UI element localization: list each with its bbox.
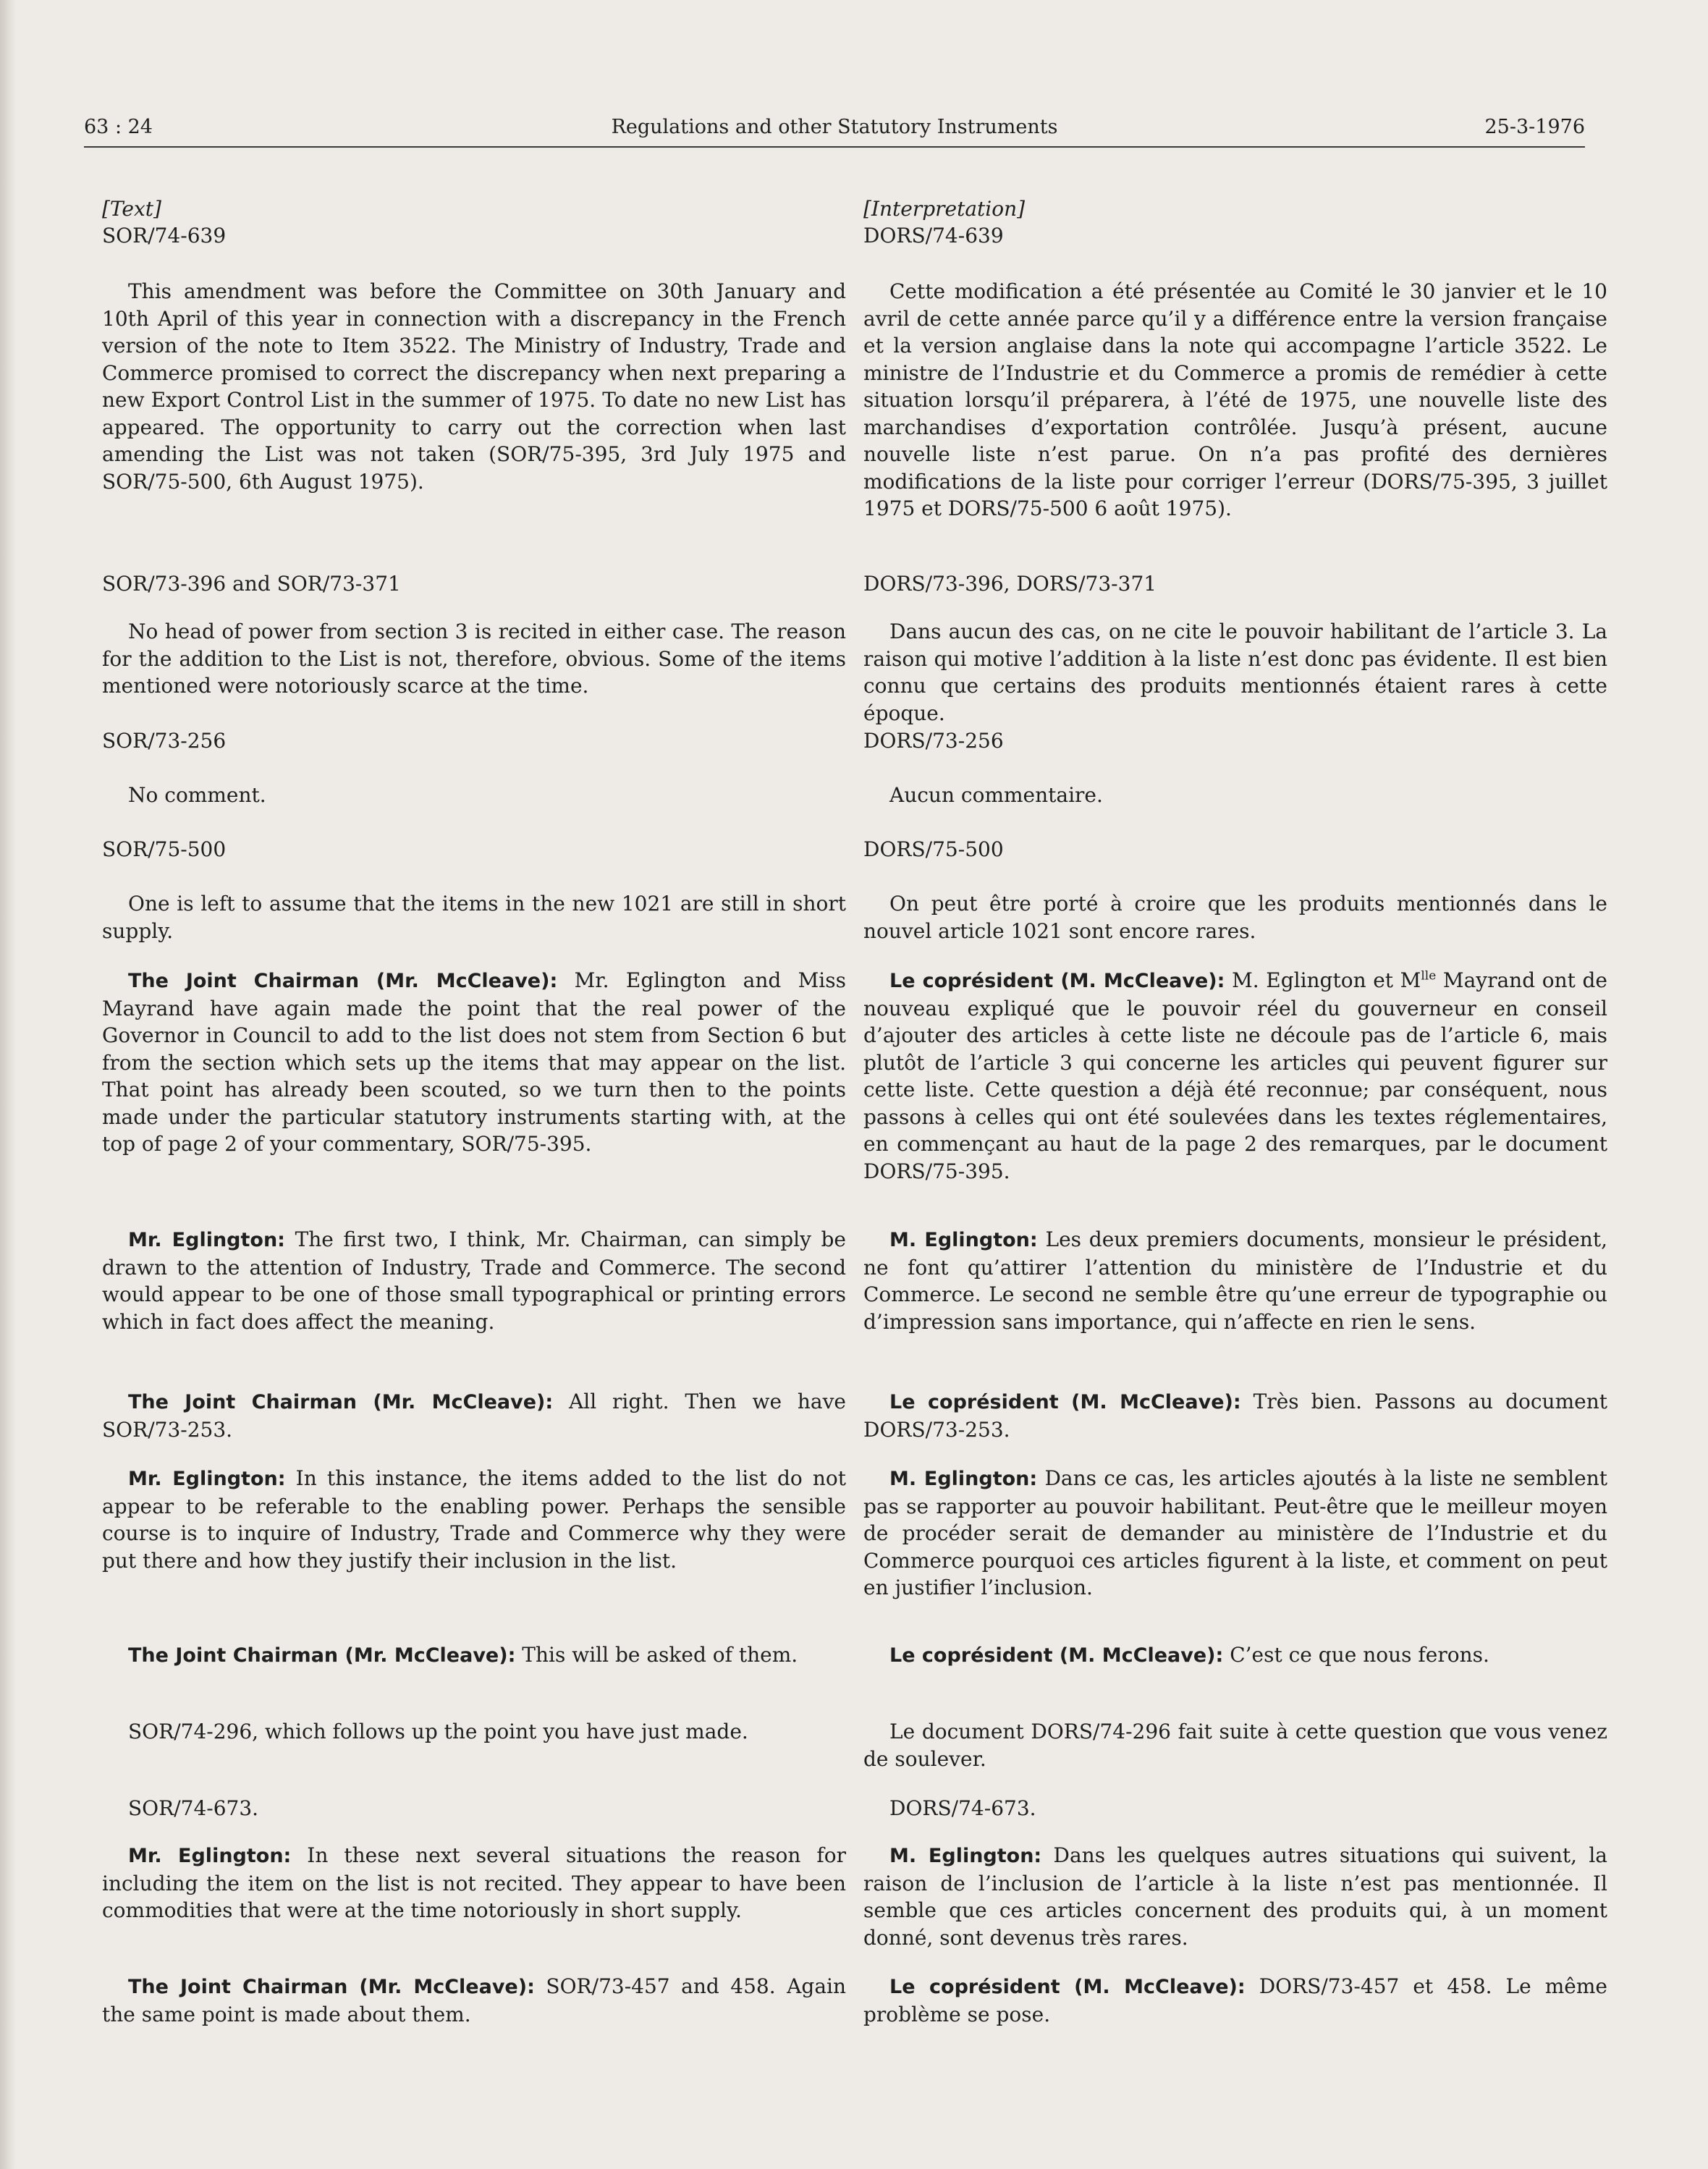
speech-paragraph xyxy=(102,1226,846,1335)
paragraph: Aucun commentaire. xyxy=(889,783,1103,807)
page-binding-shadow xyxy=(0,0,16,2169)
instrument-reference: SOR/73-256 xyxy=(102,729,227,753)
paragraph: Dans aucun des cas, on ne cite le pouvoir habilitant de l’article 3. La raison qui motive l’addition à la liste n’est donc pas évidente. Il est bien connu que certains des produits mentionnés étaient rares à cette époque. xyxy=(863,620,1607,725)
paragraph: SOR/74-296, which follows up the point you have just made. xyxy=(128,1720,748,1743)
speech-paragraph xyxy=(102,1388,846,1443)
instrument-reference: DORS/73-256 xyxy=(863,729,1004,753)
speaker-name: The Joint Chairman (Mr. McCleave): xyxy=(128,1644,516,1667)
speech-text: All right. Then we have SOR/73-253. xyxy=(102,1390,847,1442)
speaker-name: Mr. Eglington: xyxy=(128,1468,286,1490)
speech-paragraph xyxy=(102,1842,846,1924)
speech-text: Les deux premiers documents, monsieur le président, ne font qu’attirer l’attention du ministère de l’Industrie et du Commerce. Le second ne semble être qu’une erreur de typographie ou d’impression sans importance, qui n’affecte en rien le sens. xyxy=(863,1227,1607,1334)
speech-text: In this instance, the items added to the list do not appear to be referable to the enabling power. Perhaps the sensible course is to inquire of Industry, Trade and Commerce why they were put there and how they justify their inclusion in the list. xyxy=(102,1466,846,1573)
speech-paragraph xyxy=(863,967,1607,1185)
speech-text: Dans les quelques autres situations qui suivent, la raison de l’inclusion de l’article à la liste n’est pas mentionnée. Il semble que ces articles concernent des produits qui, à un moment donné, sont devenus très rares. xyxy=(863,1843,1607,1950)
speech-paragraph xyxy=(102,1641,846,1670)
header-date: 25-3-1976 xyxy=(1484,116,1585,138)
paragraph: No head of power from section 3 is recited in either case. The reason for the addition to the List is not, therefore, obvious. Some of the items mentioned were notoriously scarce at the time. xyxy=(102,620,846,698)
speech-paragraph xyxy=(102,1465,846,1574)
instrument-reference: SOR/73-396 and SOR/73-371 xyxy=(102,572,401,596)
speech-paragraph xyxy=(863,1973,1607,2028)
page-number: 63 : 24 xyxy=(84,116,153,138)
paragraph: One is left to assume that the items in the new 1021 are still in short supply. xyxy=(102,892,846,943)
speaker-name: Le coprésident (M. McCleave): xyxy=(889,1644,1224,1667)
speaker-name: M. Eglington: xyxy=(889,1468,1038,1490)
section-label: [Text] xyxy=(102,197,161,221)
speaker-name: The Joint Chairman (Mr. McCleave): xyxy=(128,970,558,992)
speech-paragraph xyxy=(863,1465,1607,1602)
speaker-name: M. Eglington: xyxy=(889,1845,1042,1867)
speech-text: M. Eglington et M xyxy=(1225,968,1421,992)
speech-text: Mr. Eglington and Miss Mayrand have again made the point that the real power of the Governor in Council to add to the list does not stem from Section 6 but from the section which sets up the items that may appear on the list. That point has already been scouted, so we turn then to the points made under the particular statutory instruments starting with, at the top of page 2 of your commentary, SOR/75-395. xyxy=(102,968,846,1156)
instrument-reference: DORS/75-500 xyxy=(863,837,1004,861)
paragraph: This amendment was before the Committee on 30th January and 10th April of this year in connection with a discrepancy in the French version of the note to Item 3522. The Ministry of Industry, Trade and Commerce promised to correct the discrepancy when next preparing a new Export Control List in the summer of 1975. To date no new List has appeared. The opportunity to carry out the correction when last amending the List was not taken (SOR/75-395, 3rd July 1975 and SOR/75-500, 6th August 1975). xyxy=(102,279,846,494)
speaker-name: Le coprésident (M. McCleave): xyxy=(889,970,1225,992)
speech-text: C’est ce que nous ferons. xyxy=(1223,1643,1489,1667)
instrument-reference: SOR/74-639 xyxy=(102,224,227,248)
speech-text: Très bien. Passons au document DORS/73-253. xyxy=(863,1390,1607,1442)
instrument-reference: SOR/74-673. xyxy=(128,1796,259,1820)
instrument-reference: DORS/73-396, DORS/73-371 xyxy=(863,572,1157,596)
instrument-reference: DORS/74-639 xyxy=(863,224,1004,248)
instrument-reference: DORS/74-673. xyxy=(889,1796,1036,1820)
speech-text: SOR/73-457 and 458. Again the same point is made about them. xyxy=(102,1974,846,2026)
speech-text: In these next several situations the reason for including the item on the list is not recited. They appear to have been commodities that were at the time notoriously in short supply. xyxy=(102,1843,847,1922)
speech-paragraph xyxy=(863,1226,1607,1335)
speaker-name: M. Eglington: xyxy=(889,1229,1038,1251)
speech-text: Dans ce cas, les articles ajoutés à la liste ne semblent pas se rapporter au pouvoir habilitant. Peut-être que le meilleur moyen de procéder serait de demander au ministère de l’Industrie et du Commerce pourquoi ces articles figurent à la liste, et comment on peut en justifier l’inclusion. xyxy=(863,1466,1607,1599)
speaker-name: Le coprésident (M. McCleave): xyxy=(889,1976,1246,1998)
page-header xyxy=(84,113,1585,148)
paragraph: Cette modification a été présentée au Comité le 30 janvier et le 10 avril de cette année parce qu’il y a différence entre la version française et la version anglaise dans la note qui accompagne l’article 3522. Le ministre de l’Industrie et du Commerce a promis de remédier à cette situation lorsqu’il préparera, à l’été de 1975, une nouvelle liste des marchandises d’exportation contrôlée. Jusqu’à présent, aucune nouvelle liste n’est parue. On n’a pas profité des dernières modifications de la liste pour corriger l’erreur (DORS/75-395, 3 juillet 1975 et DORS/75-500 6 août 1975). xyxy=(863,279,1607,520)
paragraph: Le document DORS/74-296 fait suite à cette question que vous venez de soulever. xyxy=(863,1720,1607,1771)
speaker-name: The Joint Chairman (Mr. McCleave): xyxy=(128,1391,554,1413)
section-label: [Interpretation] xyxy=(863,197,1026,221)
paragraph: On peut être porté à croire que les produits mentionnés dans le nouvel article 1021 sont encore rares. xyxy=(863,892,1607,943)
speaker-name: Mr. Eglington: xyxy=(128,1845,292,1867)
speech-paragraph xyxy=(863,1641,1607,1670)
instrument-reference: SOR/75-500 xyxy=(102,837,227,861)
speech-paragraph xyxy=(102,967,846,1158)
speech-text: This will be asked of them. xyxy=(515,1643,798,1667)
speech-paragraph xyxy=(863,1842,1607,1951)
speaker-name: The Joint Chairman (Mr. McCleave): xyxy=(128,1976,535,1998)
running-title: Regulations and other Statutory Instruments xyxy=(611,116,1058,138)
speech-paragraph xyxy=(102,1973,846,2028)
speech-text: DORS/73-457 et 458. Le même problème se pose. xyxy=(863,1974,1607,2026)
speech-paragraph xyxy=(863,1388,1607,1443)
speaker-name: Le coprésident (M. McCleave): xyxy=(889,1391,1241,1413)
superscript-abbreviation: lle xyxy=(1421,968,1437,984)
paragraph: No comment. xyxy=(128,783,266,807)
speech-text: The first two, I think, Mr. Chairman, can simply be drawn to the attention of Industry, Trade and Commerce. The second would appear to be one of those small typographical or printing errors which in fact does affect the meaning. xyxy=(102,1227,846,1334)
speaker-name: Mr. Eglington: xyxy=(128,1229,285,1251)
speech-text: Mayrand ont de nouveau expliqué que le pouvoir réel du gouverneur en conseil d’ajouter des articles à cette liste ne découle pas de l’article 6, mais plutôt de l’article 3 qui concerne les articles qui peuvent figurer sur cette liste. Cette question a déjà été reconnue; par conséquent, nous passons à celles qui ont été soulevées dans les textes réglementaires, en commençant au haut de la page 2 des remarques, par le document DORS/75-395. xyxy=(863,968,1607,1183)
